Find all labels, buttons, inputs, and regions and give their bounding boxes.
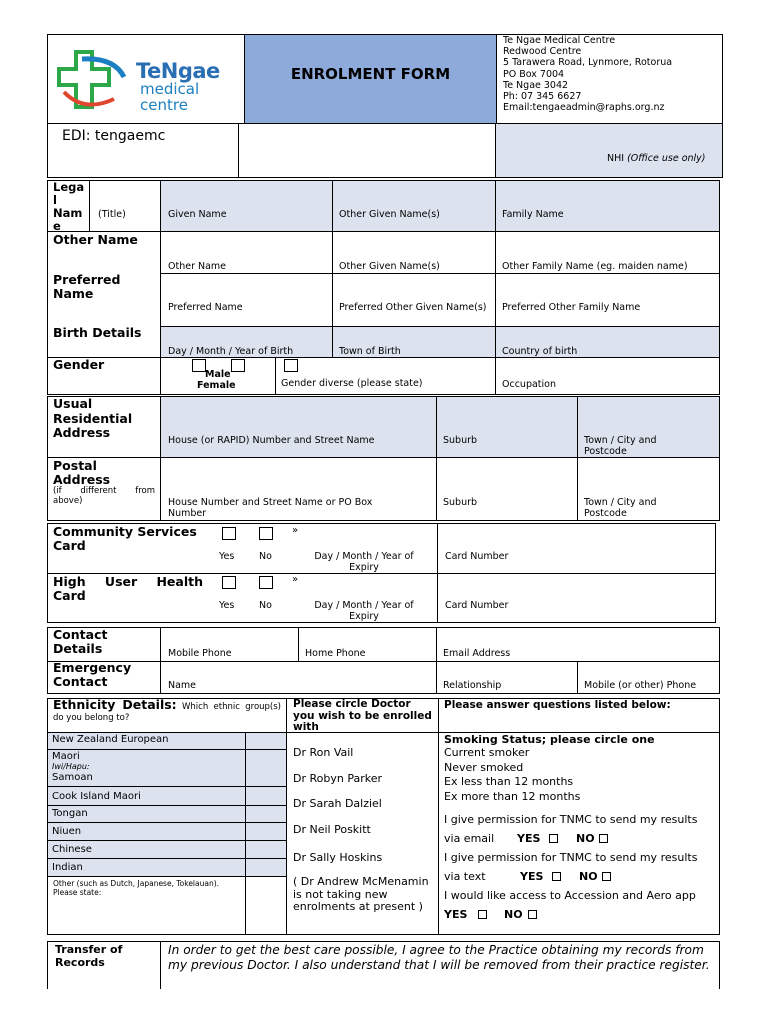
nhi-label: NHI — [607, 153, 625, 164]
ethnicity-indian[interactable]: Indian — [52, 862, 83, 873]
address-line: Te Ngae 3042 — [503, 79, 569, 91]
csc-no-label: No — [259, 551, 272, 562]
smoking-heading: Smoking Status; please circle one — [444, 733, 655, 746]
postal-heading: Postal Address — [53, 458, 111, 487]
doctor-2[interactable]: Dr Robyn Parker — [293, 772, 382, 785]
ethnicity-question: Which ethnic group(s) do you belong to? — [53, 702, 281, 723]
nhi-note: (Office use only) — [627, 153, 706, 164]
ethnicity-other[interactable]: Other (such as Dutch, Japanese, Tokelauan). Please state: — [53, 879, 220, 897]
via-email-label: via email — [444, 832, 495, 845]
ethnicity-nz-european[interactable]: New Zealand European — [52, 734, 169, 745]
address-line: Te Ngae Medical Centre — [503, 35, 616, 46]
doctor-heading: Please circle Doctor you wish to be enrolled with — [293, 698, 432, 733]
text-no-checkbox[interactable] — [602, 872, 611, 881]
gender-diverse-label: Gender diverse (please state) — [281, 378, 423, 389]
ethnicity-tongan[interactable]: Tongan — [52, 808, 88, 819]
town-label: Town / City and Postcode — [584, 435, 657, 457]
email-no-label: NO — [576, 832, 595, 845]
postal-house-label: House Number and Street Name or PO Box Number — [168, 497, 373, 519]
ethnicity-iwi: Iwi/Hapu: — [52, 762, 90, 771]
huhc-no-checkbox[interactable] — [259, 576, 273, 589]
accession-yes-label: YES — [444, 908, 468, 921]
name-label: Name — [168, 680, 197, 691]
address-line: Ph: 07 345 6627 — [503, 91, 582, 103]
accession-text: I would like access to Accession and Aero app — [444, 889, 696, 902]
gender-diverse-checkbox[interactable] — [284, 359, 298, 372]
ethnicity-samoan[interactable]: Samoan — [52, 772, 93, 783]
legal-name-heading: Lega l Nam e — [53, 180, 85, 233]
address-line: Email:tengaeadmin@raphs.org.nz — [503, 102, 665, 114]
smoking-current[interactable]: Current smoker — [444, 746, 530, 759]
nhi-field[interactable] — [495, 123, 723, 178]
text-no-label: NO — [579, 870, 598, 883]
doctor-mcmenamin-note: ( Dr Andrew McMenamin is not taking new enrolments at present ) — [293, 875, 429, 913]
huhc-arrow: » — [292, 574, 299, 585]
preferred-name-label: Preferred Name — [168, 302, 243, 313]
transfer-heading: Transfer of Records — [55, 943, 123, 969]
family-name-label: Family Name — [502, 209, 564, 220]
address-box — [496, 34, 723, 124]
csc-heading: Community Services Card — [53, 524, 197, 553]
contact-heading: Contact Details — [53, 627, 108, 656]
preferred-other-given-label: Preferred Other Given Name(s) — [339, 302, 487, 313]
csc-arrow: » — [292, 525, 299, 536]
doctor-5[interactable]: Dr Sally Hoskins — [293, 851, 383, 864]
huhc-card-number-label: Card Number — [445, 600, 509, 611]
postal-town-label: Town / City and Postcode — [584, 497, 657, 519]
clinic-address — [503, 35, 672, 113]
dob-label: Day / Month / Year of Birth — [168, 346, 294, 357]
ethnicity-niuen[interactable]: Niuen — [52, 826, 82, 837]
perm-email-text: I give permission for TNMC to send my results — [444, 813, 698, 826]
other-family-label: Other Family Name (eg. maiden name) — [502, 261, 688, 272]
house-label: House (or RAPID) Number and Street Name — [168, 435, 375, 446]
town-birth-label: Town of Birth — [339, 346, 401, 357]
address-line: PO Box 7004 — [503, 68, 565, 80]
postal-suburb-label: Suburb — [443, 497, 478, 508]
edi-label: EDI: tengaemc — [62, 128, 166, 144]
csc-expiry-label: Day / Month / Year of Expiry — [314, 551, 414, 573]
questions-heading: Please answer questions listed below: — [444, 699, 671, 711]
huhc-yes-label: Yes — [219, 600, 235, 611]
accession-no-checkbox[interactable] — [528, 910, 537, 919]
accession-yes-checkbox[interactable] — [478, 910, 487, 919]
smoking-ex-less[interactable]: Ex less than 12 months — [444, 775, 574, 788]
ethnicity-chinese[interactable]: Chinese — [52, 844, 92, 855]
nhi-label-wrap — [607, 153, 706, 164]
given-name-label: Given Name — [168, 209, 227, 220]
smoking-never[interactable]: Never smoked — [444, 761, 524, 774]
text-yes-checkbox[interactable] — [552, 872, 561, 881]
csc-yes-checkbox[interactable] — [222, 527, 236, 540]
mobile-other-label: Mobile (or other) Phone — [584, 680, 697, 691]
transfer-text: In order to get the best care possible, I agree to the Practice obtaining my records from my previous Doctor. I also understand that I will be removed from their practice register. — [168, 943, 710, 972]
logo-text-3: centre — [140, 96, 188, 114]
text-yes-label: YES — [520, 870, 544, 883]
doctor-3[interactable]: Dr Sarah Dalziel — [293, 797, 382, 810]
email-yes-label: YES — [517, 832, 541, 845]
male-label: Male — [205, 369, 231, 380]
ethnicity-header — [53, 699, 281, 724]
legal-name-row[interactable] — [161, 181, 719, 231]
preferred-heading: Preferred Name — [53, 272, 121, 301]
smoking-ex-more[interactable]: Ex more than 12 months — [444, 790, 581, 803]
other-name-label: Other Name — [168, 261, 227, 272]
other-name-heading: Other Name — [53, 232, 138, 247]
postal-note: (if different from above) — [53, 486, 155, 506]
home-label: Home Phone — [305, 648, 366, 659]
huhc-heading: High User Health Card — [53, 574, 203, 603]
suburb-label: Suburb — [443, 435, 478, 446]
birth-heading: Birth Details — [53, 325, 142, 340]
address-line: 5 Tarawera Road, Lynmore, Rotorua — [503, 57, 673, 69]
csc-no-checkbox[interactable] — [259, 527, 273, 540]
female-checkbox[interactable] — [231, 359, 245, 372]
other-given-2-label: Other Given Name(s) — [339, 261, 440, 272]
logo-text-1: TeNgae — [136, 59, 220, 83]
logo-text-2: medical — [140, 80, 200, 98]
edi-box — [47, 123, 239, 178]
accession-no-label: NO — [504, 908, 523, 921]
form-title-box — [244, 34, 497, 124]
ethnicity-maori[interactable]: Maori — [52, 751, 80, 762]
male-checkbox[interactable] — [192, 359, 206, 372]
preferred-other-family-label: Preferred Other Family Name — [502, 302, 641, 313]
gender-heading: Gender — [53, 357, 105, 372]
huhc-yes-checkbox[interactable] — [222, 576, 236, 589]
tengae-logo-icon — [54, 47, 134, 117]
ethnicity-cook-island-maori[interactable]: Cook Island Maori — [52, 791, 141, 802]
occupation-label: Occupation — [502, 379, 556, 390]
relationship-label: Relationship — [443, 680, 502, 691]
usual-address-heading: Usual Residential Address — [53, 396, 133, 440]
female-label: Female — [197, 380, 236, 391]
email-label: Email Address — [443, 648, 511, 659]
huhc-expiry-label: Day / Month / Year of Expiry — [314, 600, 414, 622]
mobile-label: Mobile Phone — [168, 648, 232, 659]
huhc-no-label: No — [259, 600, 272, 611]
country-birth-label: Country of birth — [502, 346, 578, 357]
csc-card-number-label: Card Number — [445, 551, 509, 562]
doctor-1[interactable]: Dr Ron Vail — [293, 746, 354, 759]
other-given-label: Other Given Name(s) — [339, 209, 440, 220]
email-no-checkbox[interactable] — [599, 834, 608, 843]
title-label: (Title) — [98, 209, 126, 220]
perm-text-text: I give permission for TNMC to send my results — [444, 851, 698, 864]
emergency-heading: Emergency Contact — [53, 660, 132, 689]
csc-yes-label: Yes — [219, 551, 235, 562]
email-yes-checkbox[interactable] — [549, 834, 558, 843]
ethnicity-heading: Ethnicity Details: — [53, 697, 177, 712]
address-line: Redwood Centre — [503, 46, 582, 58]
form-title: ENROLMENT FORM — [290, 65, 451, 83]
via-text-label: via text — [444, 870, 486, 883]
doctor-4[interactable]: Dr Neil Poskitt — [293, 823, 371, 836]
header-logo-box — [47, 34, 245, 124]
edi-value-field[interactable] — [238, 123, 496, 178]
